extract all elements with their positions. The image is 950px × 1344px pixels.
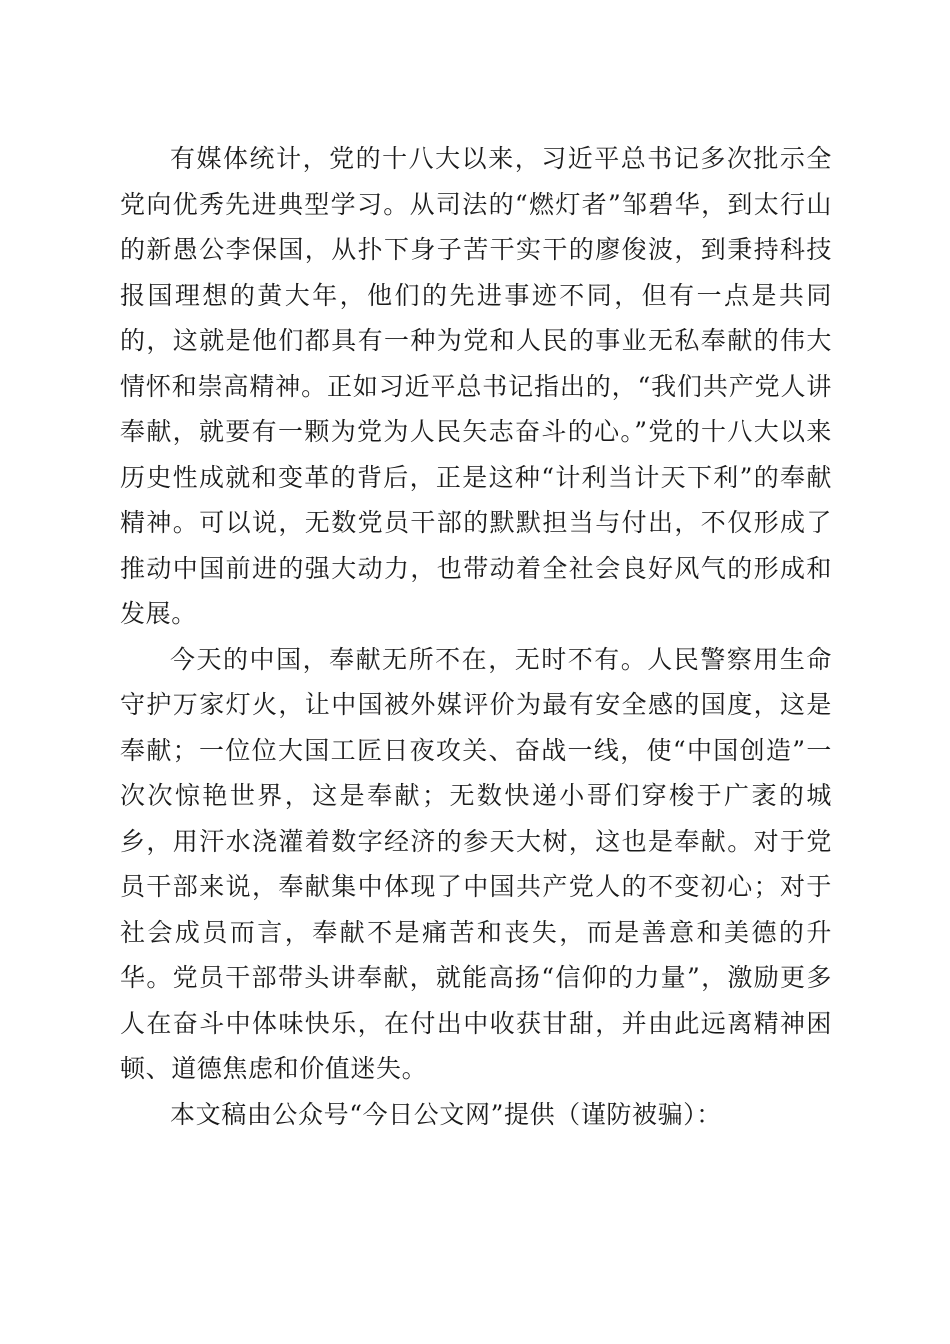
paragraph-dedication-today: 今天的中国，奉献无所不在，无时不有。人民警察用生命守护万家灯火，让中国被外媒评价为最有安全感的国度，这是奉献；一位位大国工匠日夜攻关、奋战一线，使“中国创造”一次次惊艳世界，这是奉献；无数快递小哥们穿梭于广袤的城乡，用汗水浇灌着数字经济的参天大树，这也是奉献。对于党员干部来说，奉献集中体现了中国共产党人的不变初心；对于社会成员而言，奉献不是痛苦和丧失，而是善意和美德的升华。党员干部带头讲奉献，就能高扬“信仰的力量”，激励更多人在奋斗中体味快乐，在付出中收获甘甜，并由此远离精神困顿、道德焦虑和价值迷失。 [120, 644, 832, 1083]
document-body [120, 136, 832, 1137]
paragraph-source-note: 本文稿由公众号“今日公文网”提供（谨防被骗）： [170, 1099, 722, 1129]
paragraph-dedication-examples: 有媒体统计，党的十八大以来，习近平总书记多次批示全党向优秀先进典型学习。从司法的“燃灯者”邹碧华，到太行山的新愚公李保国，从扑下身子苦干实干的廖俊波，到秉持科技报国理想的黄大年，他们的先进事迹不同，但有一点是共同的，这就是他们都具有一种为党和人民的事业无私奉献的伟大情怀和崇高精神。正如习近平总书记指出的，“我们共产党人讲奉献，就要有一颗为党为人民矢志奋斗的心。”党的十八大以来历史性成就和变革的背后，正是这种“计利当计天下利”的奉献精神。可以说，无数党员干部的默默担当与付出，不仅形成了推动中国前进的强大动力，也带动着全社会良好风气的形成和发展。 [120, 144, 832, 628]
